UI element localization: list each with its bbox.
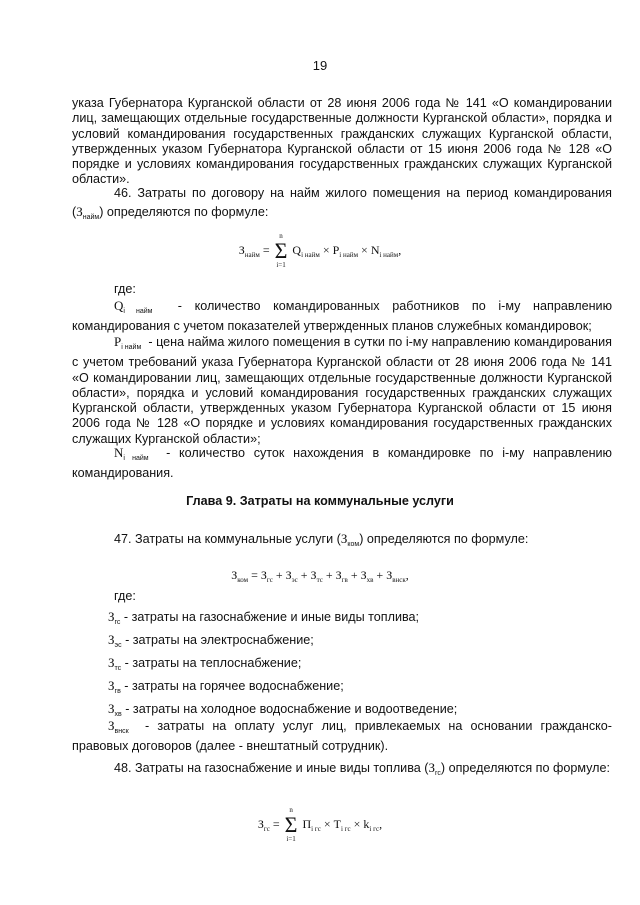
- definition-gs: $З_{гс}$ - затраты на газоснабжение и иные виды топлива;: [108, 609, 420, 626]
- paragraph-48: 48. Затраты на газоснабжение и иные виды топлива $(З_{гс})$ определяются по формуле:: [114, 760, 611, 777]
- where-label-47: где:: [114, 589, 136, 603]
- where-label-46: где:: [114, 282, 136, 296]
- definition-p: $P_{i найм}$ - цена найма жилого помещения в сутки по i-му направлению командирования с учетом требований указа Губернатора Курганской области от 28 июня 2006 года № 141 «О командировании лиц, замещающих отдельные государственные должности Курганской области», порядка и условий командирования государственных гражданских служащих Курганской области, утвержденных указом Губернатора Курганской области от 15 июня 2006 года № 128 «О порядке и условиях командирования государственных гражданских служащих Курганской области»;: [72, 334, 612, 446]
- formula-46: $З_{найм}$ = n Σ i=1 $Q_{i найм} \times P_{i найм} \times N_{i найм}$,: [238, 232, 402, 269]
- definition-gv: $З_{гв}$ - затраты на горячее водоснабжение;: [108, 678, 344, 695]
- formula-48: $З_{гс}$ = n Σ i=1 $П_{i гс} \times Т_{i гс} \times k_{i гс}$,: [257, 806, 383, 843]
- definition-vnsk: $З_{внск}$ - затраты на оплату услуг лиц, привлекаемых на основании гражданско-правовых договоров (далее - внештатный сотрудник).: [72, 718, 613, 754]
- definition-hv: $З_{хв}$ - затраты на холодное водоснабжение и водоотведение;: [108, 701, 458, 718]
- sum-symbol: n Σ i=1: [274, 232, 288, 269]
- sum-symbol: n Σ i=1: [284, 806, 298, 843]
- definition-q: $Q_{i найм}$ - количество командированных работников по i-му направлению командирования с учетом показателей утвержденных планов служебных командировок;: [72, 298, 613, 334]
- paragraph-47-intro: 47. Затраты на коммунальные услуги $(З_{ком})$ определяются по формуле:: [114, 531, 529, 548]
- paragraph-46-intro: 46. Затраты по договору на найм жилого помещения на период командирования: [114, 186, 612, 200]
- definition-ts: $З_{тс}$ - затраты на теплоснабжение;: [108, 655, 302, 672]
- definition-n: $N_{i найм}$ - количество суток нахождения в командировке по i-му направлению командирования.: [72, 445, 613, 481]
- paragraph-continuation: указа Губернатора Курганской области от 28 июня 2006 года № 141 «О командировании лиц, замещающих отдельные государственные должности Курганской области», порядка и условий командирования государственных гражданских служащих Курганской области, утвержденных указом Губернатора Курганской области от 15 июня 2006 года № 128 «О порядке и условиях командирования государственных гражданских служащих Курганской области».: [72, 96, 612, 187]
- chapter-heading: Глава 9. Затраты на коммунальные услуги: [186, 494, 454, 508]
- paragraph-46-line2: $(З_{найм})$ определяются по формуле:: [72, 204, 269, 221]
- formula-47: $З_{ком} = З_{гс} + З_{эс} + З_{тс} + З_{гв} + З_{хв} + З_{внск}$,: [231, 568, 409, 584]
- definition-es: $З_{эс}$ - затраты на электроснабжение;: [108, 632, 314, 649]
- page-number: 19: [312, 58, 328, 73]
